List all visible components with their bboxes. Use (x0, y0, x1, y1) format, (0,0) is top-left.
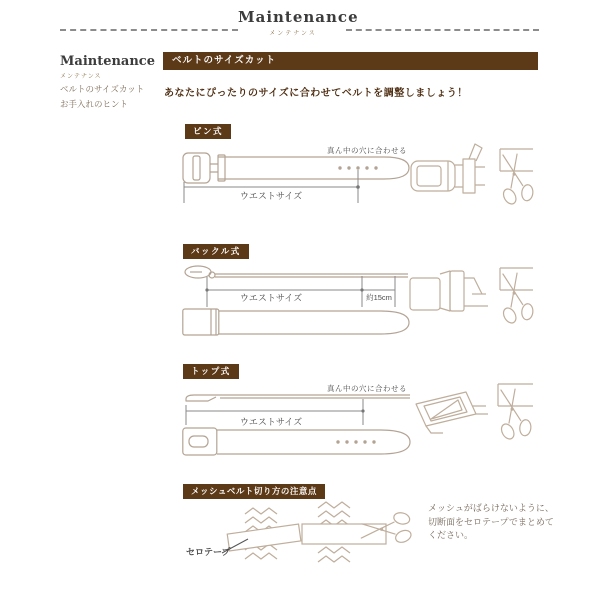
section-label-buckle: バックル式 (183, 244, 249, 259)
sidebar-title: Maintenance (60, 54, 155, 69)
mesh-note-line: ください。 (428, 530, 474, 540)
pin-hole-note: 真ん中の穴に合わせる (327, 146, 407, 155)
sidebar-item-care-hints[interactable]: お手入れのヒント (60, 99, 129, 110)
dashed-divider-left (60, 29, 238, 31)
tape-art (227, 524, 301, 551)
mesh-note-line: メッシュがばらけないように、 (428, 503, 554, 513)
section-label-pin: ピン式 (185, 124, 231, 139)
buckle-extra-length-label: 約15cm (366, 293, 392, 302)
belt-strap-art (498, 384, 533, 406)
pin-buckle-illustration (408, 141, 533, 207)
buckle-side-view (185, 266, 408, 278)
mesh-cut-illustration (298, 496, 428, 571)
sidebar-subtitle: メンテナンス (60, 74, 102, 80)
dashed-divider-right (346, 29, 539, 31)
buckle-type-illustration (408, 256, 533, 328)
mesh-tape-illustration (200, 502, 310, 570)
sidebar (60, 54, 160, 111)
top-belt-outline (183, 428, 410, 455)
pin-waist-label: ウエストサイズ (239, 191, 303, 201)
mesh-caution-note (428, 502, 554, 543)
page-header (238, 8, 359, 37)
section-label-mesh: メッシュベルト切り方の注意点 (183, 484, 325, 499)
top-strap-view (186, 395, 410, 401)
tape-label: セロテープ (186, 547, 231, 557)
buckle-belt-outline (183, 309, 409, 335)
top-waist-label: ウエストサイズ (239, 417, 303, 427)
sidebar-item-belt-size-cut[interactable]: ベルトのサイズカット (60, 84, 145, 94)
pin-belt-holes (338, 166, 377, 169)
page-title: Maintenance (238, 8, 359, 26)
buckle-waist-label: ウエストサイズ (239, 293, 303, 303)
top-belt-holes (336, 440, 375, 443)
plate-buckle-art (416, 392, 488, 433)
section-label-top: トップ式 (183, 364, 239, 379)
pin-buckle-art (411, 144, 485, 193)
ratchet-buckle-art (410, 271, 488, 311)
page-subtitle: メンテナンス (269, 31, 317, 37)
mesh-note-line: 切断面をセロテープでまとめて (428, 516, 554, 527)
top-hole-note: 真ん中の穴に合わせる (327, 384, 407, 393)
intro-text: あなたにぴったりのサイズに合わせてベルトを調整しましょう！ (164, 88, 468, 99)
top-type-illustration (408, 376, 533, 442)
content-header-bar: ベルトのサイズカット (163, 52, 538, 70)
